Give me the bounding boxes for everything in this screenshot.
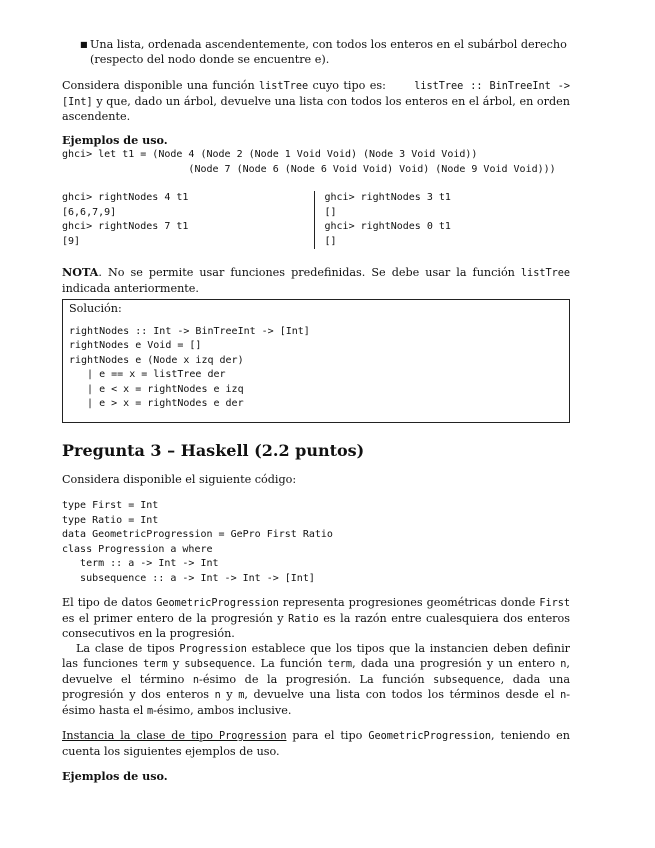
bullet-item bbox=[80, 38, 570, 67]
bullet-text: Una lista, ordenada ascendentemente, con todos los enteros en el subárbol derecho (respecto del nodo donde se encuentre e). bbox=[90, 38, 567, 66]
examples-heading: Ejemplos de uso. bbox=[62, 132, 168, 147]
listtree-intro bbox=[62, 79, 570, 125]
solution-label: Solución: bbox=[69, 302, 122, 315]
bullet-icon: ■ bbox=[80, 40, 88, 49]
fn-listtree: listTree bbox=[259, 81, 309, 92]
nota-paragraph bbox=[62, 265, 570, 296]
section-title: Pregunta 3 – Haskell (2.2 puntos) bbox=[62, 440, 365, 460]
document-page bbox=[62, 38, 570, 785]
examples-right: ghci> rightNodes 3 t1 [] ghci> rightNodes 0 t1 [] bbox=[324, 192, 451, 247]
code-intro: Considera disponible el siguiente código: bbox=[62, 472, 297, 486]
ghci-let-code: ghci> let t1 = (Node 4 (Node 2 (Node 1 Void Void) (Node 3 Void Void)) (Node 7 (Node 6 (Node 6 Void Void) Void) (Node 9 Void Void))) bbox=[62, 149, 556, 175]
examples-columns bbox=[62, 191, 570, 249]
solution-box bbox=[62, 299, 570, 423]
listtree-signature: listTree :: BinTreeInt -> [Int] bbox=[62, 81, 570, 108]
description-2: La clase de tipos Progression establece que los tipos que la instancien deben definir las funciones term y subsequence. La función term, dada una progresión y un entero n, devuelve el término n-ésimo de la progresión. La función subsequence, dada una progresión y dos enteros n y m, devuelve una lista con todos los términos desde el n-ésimo hasta el m-ésimo, ambos inclusive. bbox=[62, 641, 570, 717]
examples-left: ghci> rightNodes 4 t1 [6,6,7,9] ghci> rightNodes 7 t1 [9] bbox=[62, 192, 189, 247]
description-1: El tipo de datos GeometricProgression representa progresiones geométricas donde First es el primer entero de la progresión y Ratio es la razón entre cualesquiera dos enteros consecutivos en la progresión. bbox=[62, 596, 571, 640]
examples-heading-2: Ejemplos de uso. bbox=[62, 769, 168, 783]
intro-text: Considera disponible una función bbox=[62, 79, 260, 92]
nota-text: . No se permite usar funciones predefinidas. Se debe usar la función bbox=[98, 266, 521, 279]
nota-text-2: indicada anteriormente. bbox=[62, 281, 199, 295]
instance-paragraph: Instancia la clase de tipo Progression para el tipo GeometricProgression, teniendo en cuenta los siguientes ejemplos de uso. bbox=[62, 729, 570, 758]
intro-post: y que, dado un árbol, devuelve una lista con todos los enteros en el árbol, en orden ascendente. bbox=[62, 94, 570, 123]
solution-code: rightNodes :: Int -> BinTreeInt -> [Int] rightNodes e Void = [] rightNodes e (Node x izq der) | e == x = listTree der | e < x = rightNodes e izq | e > x = rightNodes e der bbox=[69, 325, 310, 409]
intro-mid: cuyo tipo es: bbox=[308, 79, 386, 92]
code-block: type First = Int type Ratio = Int data GeometricProgression = GePro First Ratio class Progression a where term :: a -> Int -> Int subsequence :: a -> Int -> Int -> [Int] bbox=[62, 500, 333, 584]
nota-fn: listTree bbox=[520, 268, 570, 279]
nota-label: NOTA bbox=[62, 265, 99, 279]
